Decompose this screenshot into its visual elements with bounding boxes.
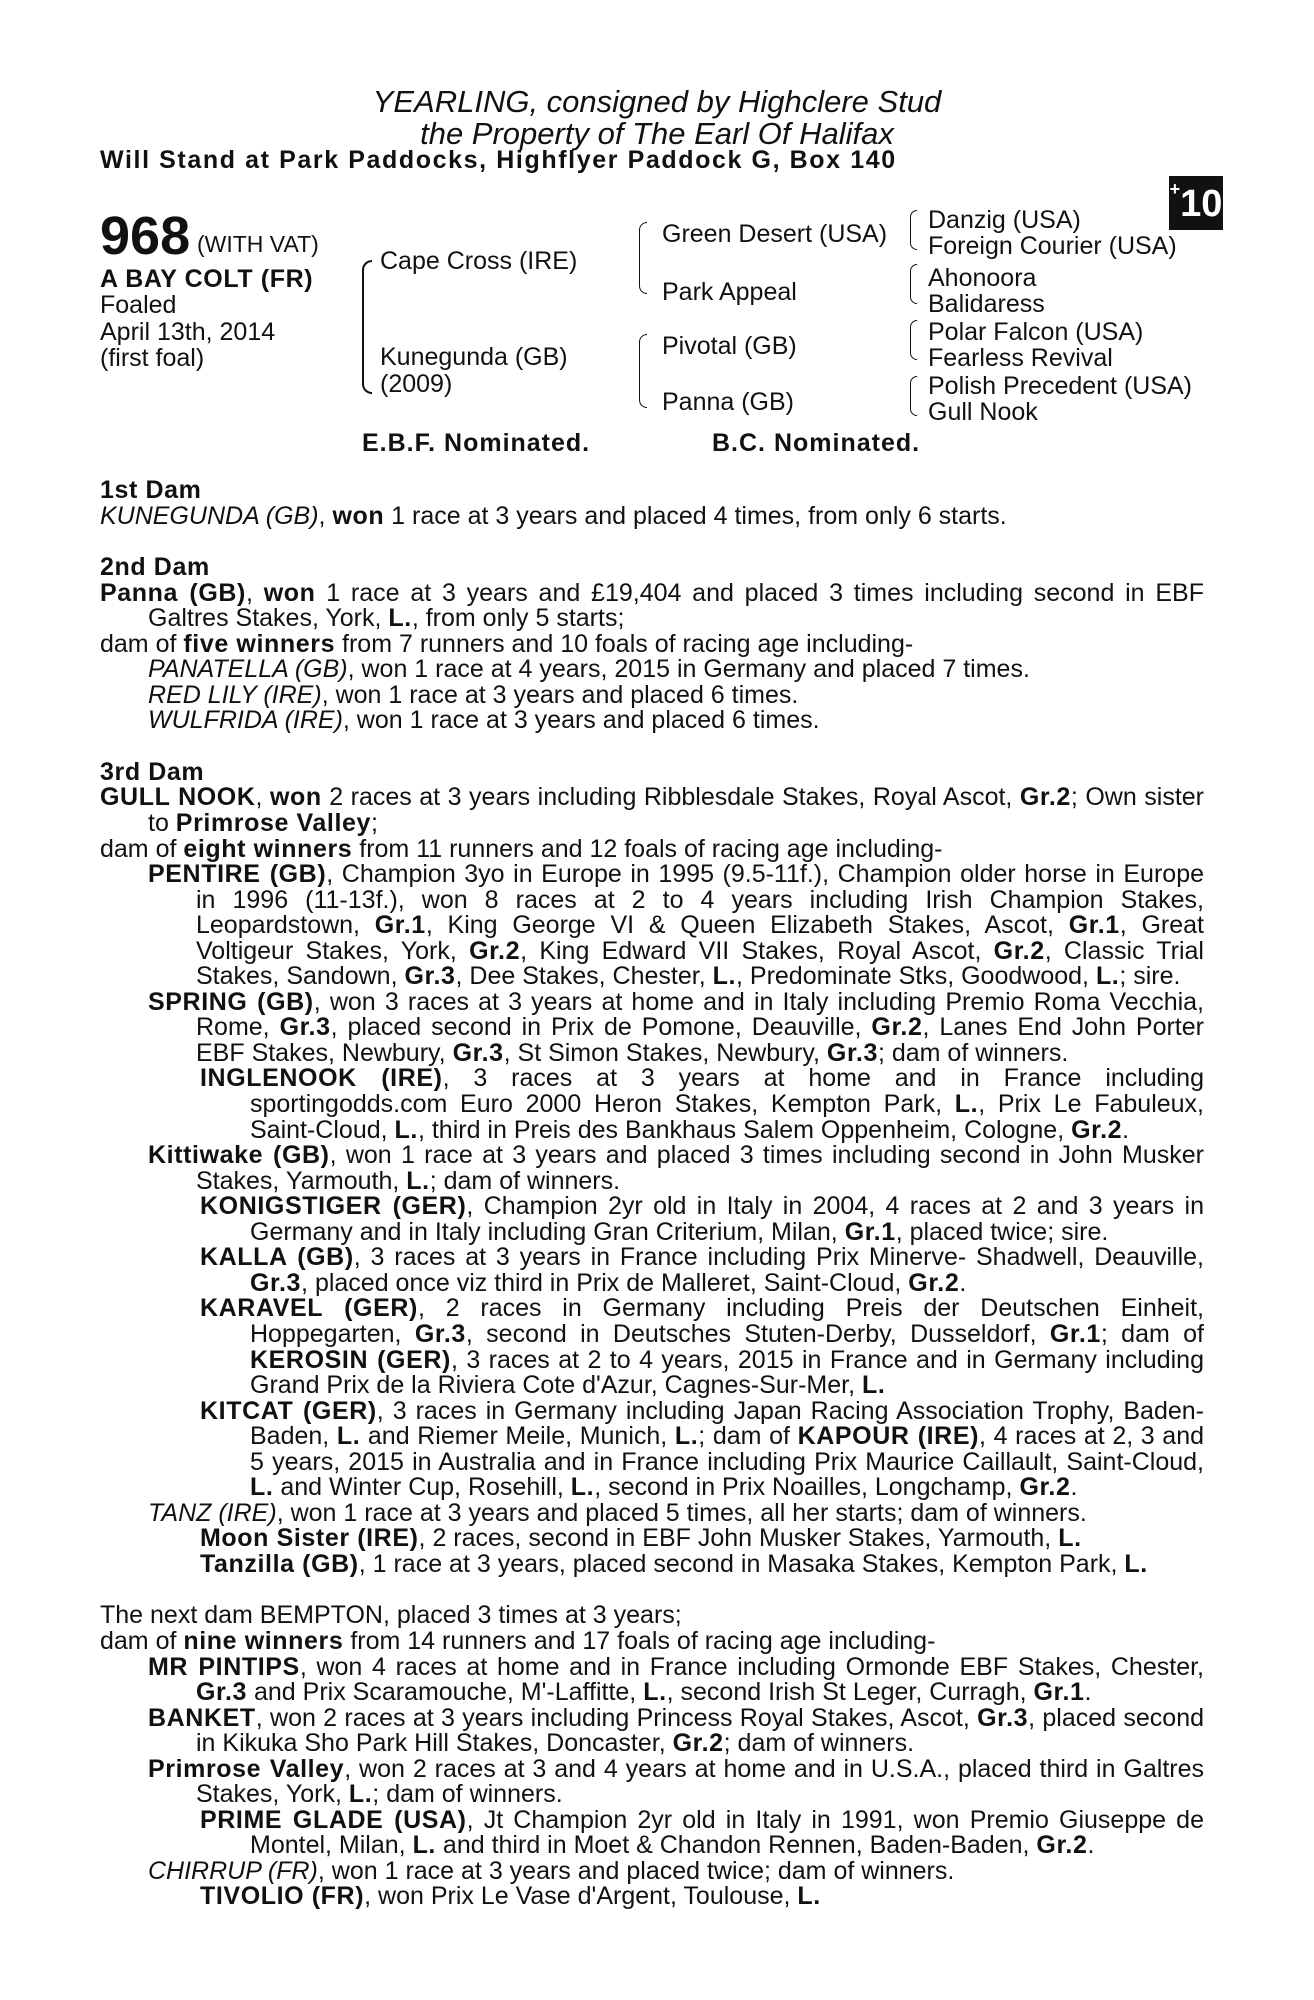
ebf-nomination: E.B.F. Nominated. [362,429,591,457]
next-dam-entry: The next dam BEMPTON, placed 3 times at 3 years; [100,1601,682,1630]
foaled-label: Foaled [100,291,177,319]
produce-entry: Primrose Valley, won 2 races at 3 and 4 years at home and in U.S.A., placed third in Galtres Stakes, York, L.; dam of winners. [148,1754,1205,1809]
dam-details [100,478,1204,1910]
pedigree-dam-year: (2009) [380,370,453,398]
pedigree-sss: Danzig (USA) [928,206,1081,234]
header-line-1: YEARLING, consigned by Highclere Stud [372,84,942,119]
produce-entry: TANZ (IRE), won 1 race at 3 years and placed 5 times, all her starts; dam of winners. [148,1498,1087,1527]
produce-entry: KARAVEL (GER), 2 races in Germany including Preis der Deutschen Einheit, Hoppegarten, Gr.3, second in Deutsches Stuten-Derby, Dusseldorf, Gr.1; dam of KEROSIN (GER), 3 races at 2 to 4 years, 2015 in France and in Germany including Grand Prix de la Riviera Cote d'Azur, Cagnes-Sur-Mer, L. [200,1294,1204,1400]
lot-badge: +10 [1169,176,1223,230]
next-dam-produce-summary: dam of nine winners from 14 runners and 17 foals of racing age including- [100,1626,936,1655]
produce-entry: PANATELLA (GB), won 1 race at 4 years, 2015 in Germany and placed 7 times. [148,655,1030,684]
produce-entry: KALLA (GB), 3 races at 3 years in France including Prix Minerve- Shadwell, Deauville, Gr.3, placed once viz third in Prix de Malleret, Saint-Cloud, Gr.2. [200,1243,1205,1297]
pedigree-bracket-4b [910,264,917,304]
produce-entry: INGLENOOK (IRE), 3 races at 3 years at home and in France including sportingodds.com Euro 2000 Heron Stakes, Kempton Park, L., Prix Le Fabuleux, Saint-Cloud, L., third in Preis des Bankhaus Salem Oppenheim, Cologne, Gr.2. [200,1064,1205,1144]
pedigree-bracket-4c [910,320,917,360]
foal-note: (first foal) [100,344,205,372]
pedigree-dam: Kunegunda (GB) [380,343,568,371]
second-dam-produce-summary: dam of five winners from 7 runners and 10 foals of racing age including- [100,629,914,658]
produce-entry: BANKET, won 2 races at 3 years including Princess Royal Stakes, Ascot, Gr.3, placed second in Kikuka Sho Park Hill Stakes, Doncaster, Gr.2; dam of winners. [148,1703,1204,1758]
pedigree-dam-sire: Pivotal (GB) [662,332,797,360]
produce-entry: KONIGSTIGER (GER), Champion 2yr old in Italy in 2004, 4 races at 2 and 3 years in Germany and in Italy including Gran Criterium, Milan, Gr.1, placed twice; sire. [200,1192,1204,1246]
third-dam-entry: GULL NOOK, won 2 races at 3 years including Ribblesdale Stakes, Royal Ascot, Gr.2; Own sister to Primrose Valley; [100,783,1204,838]
pedigree-bracket-sire [639,222,647,294]
lot-title: A BAY COLT (FR) [100,265,314,293]
produce-entry: Tanzilla (GB), 1 race at 3 years, placed second in Masaka Stakes, Kempton Park, L. [200,1549,1148,1578]
pedigree-ssd: Foreign Courier (USA) [928,232,1177,260]
pedigree-bracket-4a [910,210,917,250]
vat-note: (WITH VAT) [197,231,319,257]
pedigree-ddd: Gull Nook [928,398,1038,426]
pedigree-sire-dam: Park Appeal [662,278,797,306]
produce-entry: Moon Sister (IRE), 2 races, second in EBF John Musker Stakes, Yarmouth, L. [200,1524,1082,1553]
pedigree-dss: Polar Falcon (USA) [928,318,1144,346]
pedigree-bracket-4d [910,376,917,416]
produce-entry: WULFRIDA (IRE), won 1 race at 3 years and placed 6 times. [148,706,820,735]
third-dam-produce-summary: dam of eight winners from 11 runners and 12 foals of racing age including- [100,834,943,863]
pedigree-bracket-dam [639,334,647,408]
first-dam-entry: KUNEGUNDA (GB), won 1 race at 3 years and placed 4 times, from only 6 starts. [100,501,1007,530]
header-line-2: the Property of The Earl Of Halifax [420,116,894,151]
lot-number: 968 [100,206,191,266]
second-dam-entry: Panna (GB), won 1 race at 3 years and £19,404 and placed 3 times including second in EBF Galtres Stakes, York, L., from only 5 starts; [100,578,1204,633]
produce-entry: SPRING (GB), won 3 races at 3 years at home and in Italy including Premio Roma Vecchia, Rome, Gr.3, placed second in Prix de Pomone, Deauville, Gr.2, Lanes End John Porter EBF Stakes, Newbury, Gr.3, St Simon Stakes, Newbury, Gr.3; dam of winners. [148,987,1205,1067]
pedigree-sire: Cape Cross (IRE) [380,247,578,275]
bc-nomination: B.C. Nominated. [712,429,921,457]
pedigree-dds: Polish Precedent (USA) [928,372,1193,400]
produce-entry: Kittiwake (GB), won 1 race at 3 years and placed 3 times including second in John Musker Stakes, Yarmouth, L.; dam of winners. [148,1141,1205,1195]
produce-entry: PRIME GLADE (USA), Jt Champion 2yr old in Italy in 1991, won Premio Giuseppe de Montel, Milan, L. and third in Moet & Chandon Rennen, Baden-Baden, Gr.2. [200,1805,1204,1860]
pedigree-sds: Ahonoora [928,264,1037,292]
pedigree-sire-sire: Green Desert (USA) [662,220,888,248]
produce-entry: TIVOLIO (FR), won Prix Le Vase d'Argent, Toulouse, L. [200,1882,821,1911]
pedigree-sdd: Balidaress [928,290,1045,318]
first-dam-heading: 1st Dam [100,476,202,504]
first-dam-name: KUNEGUNDA (GB) [100,501,319,530]
badge-number: 10 [1180,183,1223,225]
produce-entry: MR PINTIPS, won 4 races at home and in France including Ormonde EBF Stakes, Chester, Gr.3 and Prix Scaramouche, M'-Laffitte, L., second Irish St Leger, Curragh, Gr.1. [148,1652,1204,1707]
produce-entry: RED LILY (IRE), won 1 race at 3 years and placed 6 times. [148,680,799,709]
produce-entry: KITCAT (GER), 3 races in Germany including Japan Racing Association Trophy, Baden-Baden, L. and Riemer Meile, Munich, L.; dam of KAPOUR (IRE), 4 races at 2, 3 and 5 years, 2015 in Australia and in France including Prix Maurice Caillault, Saint-Cloud, L. and Winter Cup, Rosehill, L., second in Prix Noailles, Longchamp, Gr.2. [200,1396,1205,1502]
third-dam-heading: 3rd Dam [100,757,205,786]
pedigree-dam-dam: Panna (GB) [662,388,795,416]
foaled-date: April 13th, 2014 [100,318,276,346]
stand-location: Will Stand at Park Paddocks, Highflyer Paddock G, Box 140 [100,146,897,174]
pedigree-bracket-gen1 [362,260,372,394]
second-dam-heading: 2nd Dam [100,553,210,582]
produce-entry: CHIRRUP (FR), won 1 race at 3 years and placed twice; dam of winners. [148,1856,955,1885]
pedigree-dsd: Fearless Revival [928,344,1113,372]
produce-entry: PENTIRE (GB), Champion 3yo in Europe in 1995 (9.5-11f.), Champion older horse in Europe in 1996 (11-13f.), won 8 races at 2 to 4 years including Irish Champion Stakes, Leopardstown, Gr.1, King George VI & Queen Elizabeth Stakes, Ascot, Gr.1, Great Voltigeur Stakes, York, Gr.2, King Edward VII Stakes, Royal Ascot, Gr.2, Classic Trial Stakes, Sandown, Gr.3, Dee Stakes, Chester, L., Predominate Stks, Goodwood, L.; sire. [148,860,1204,991]
